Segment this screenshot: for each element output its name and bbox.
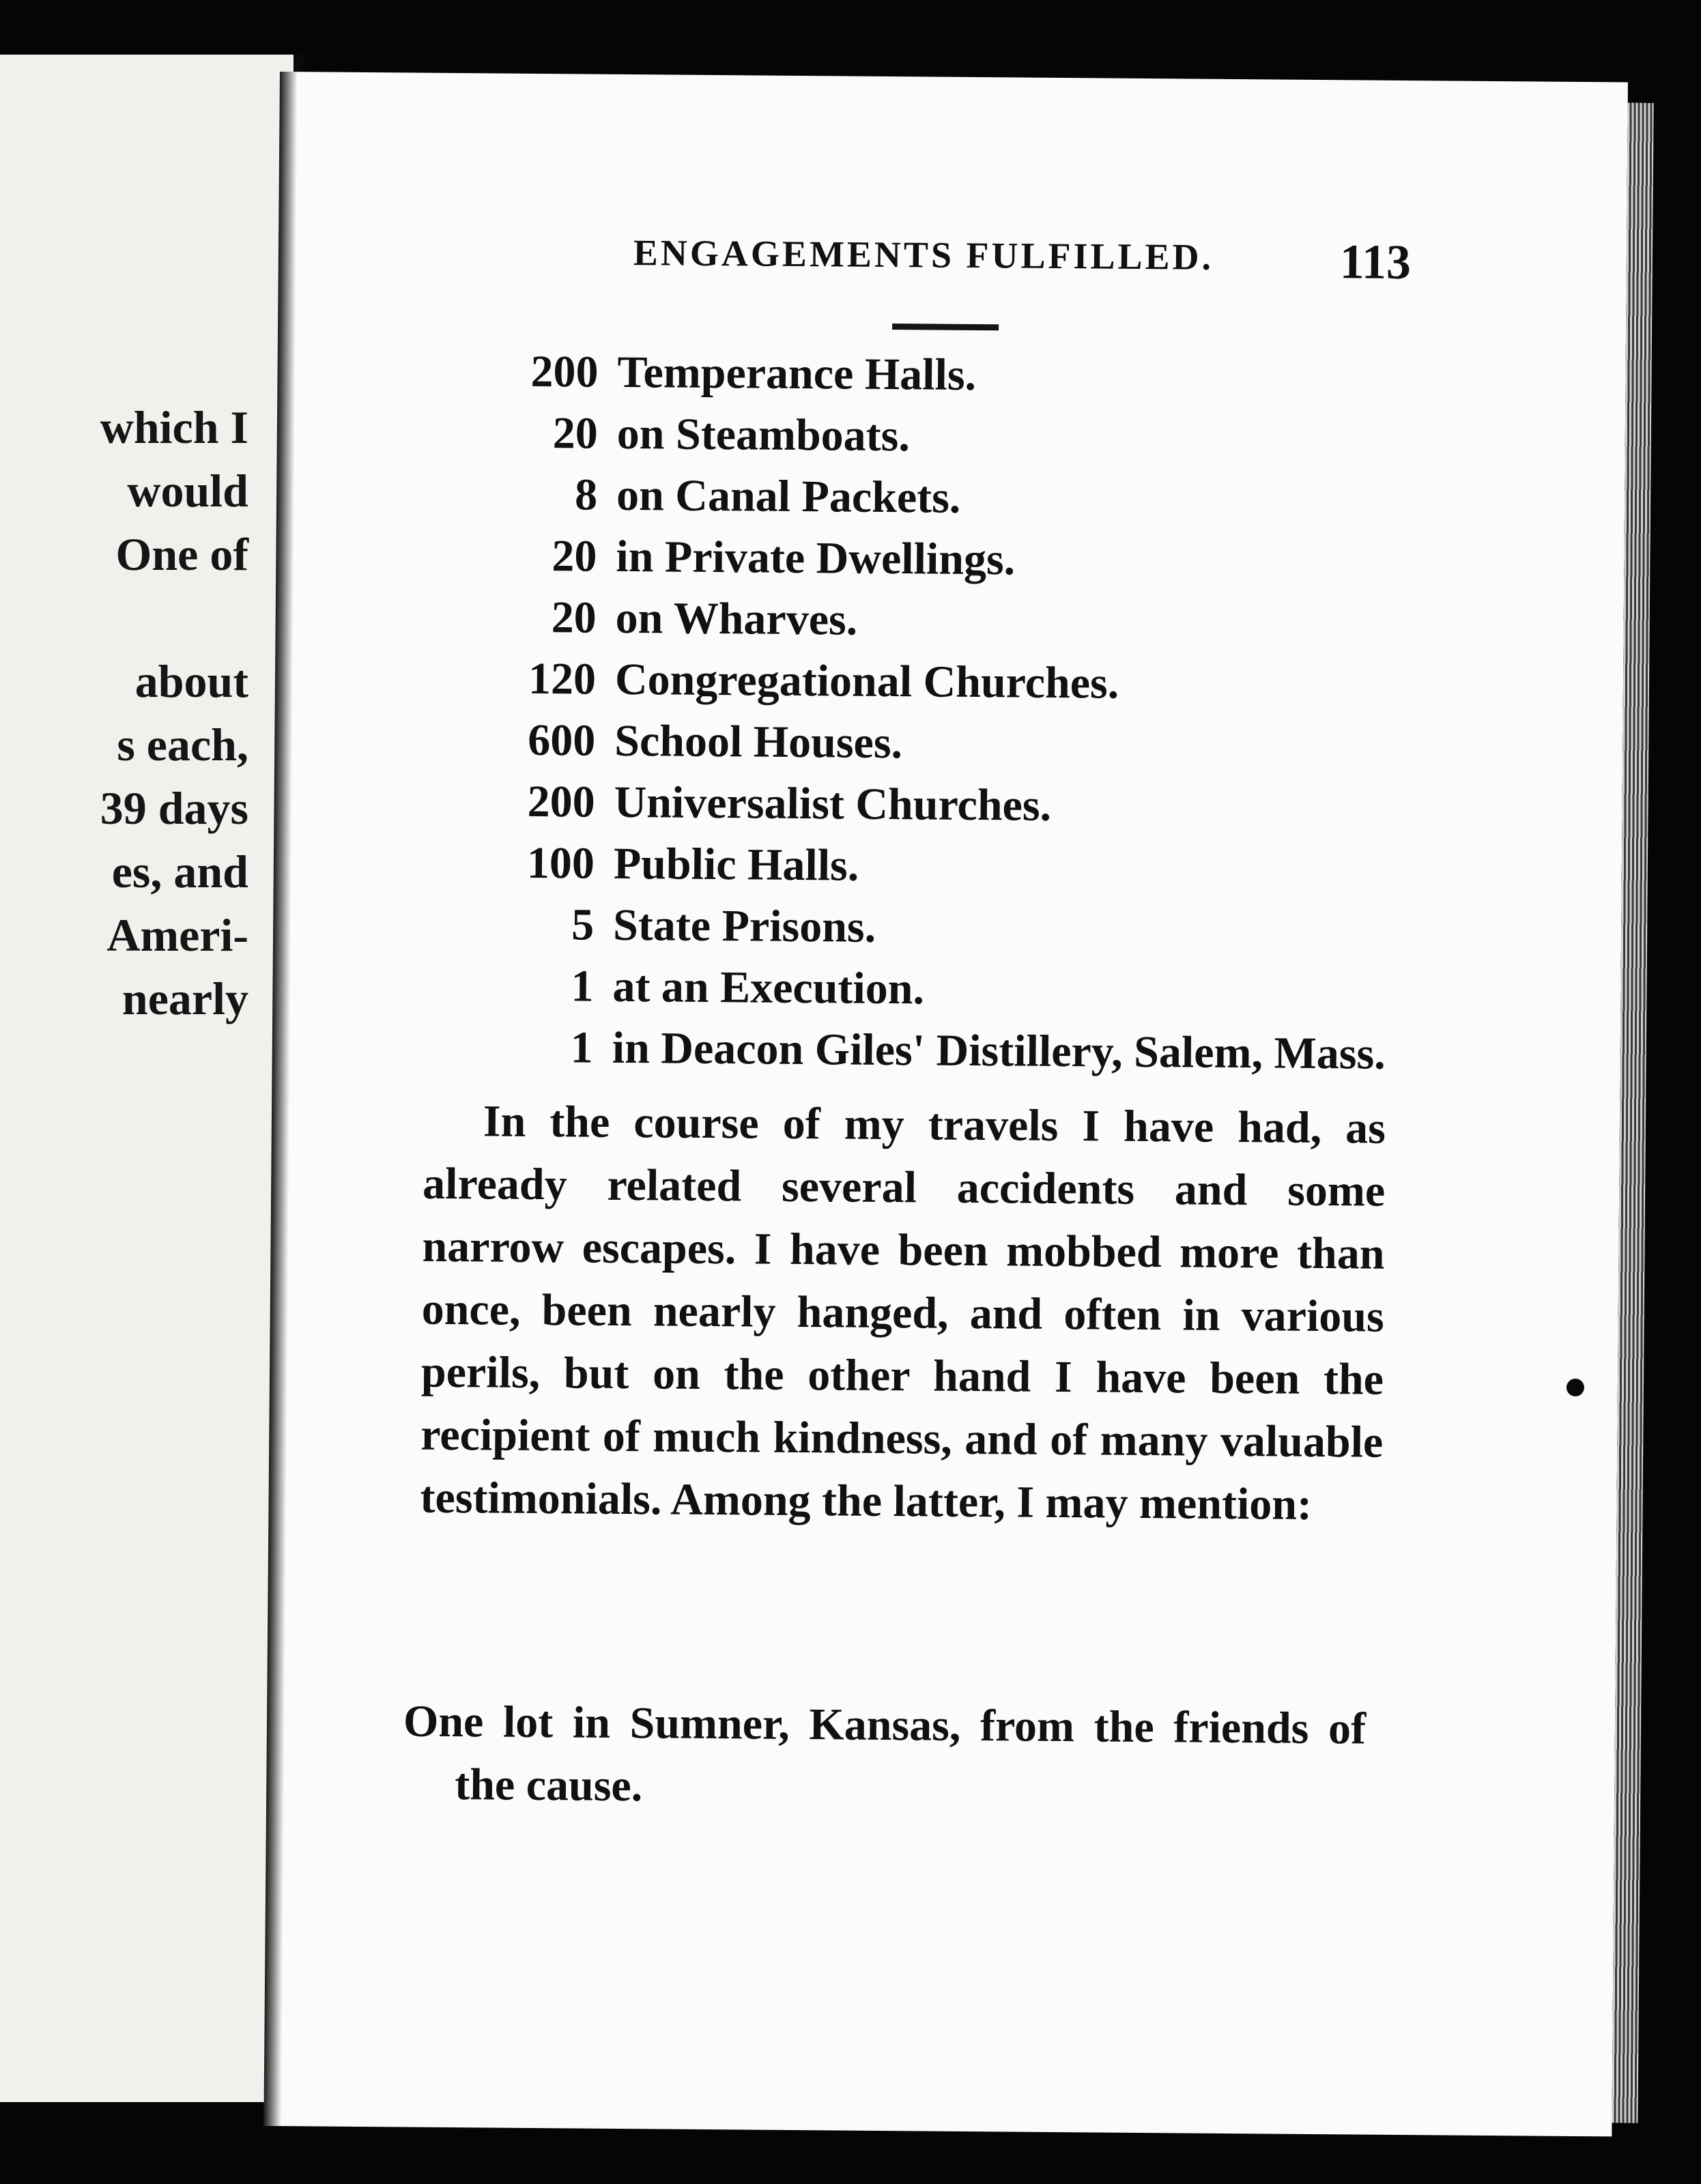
previous-page-line: s each, [117,719,248,771]
body-paragraph: In the course of my travels I have had, as already related several accidents and some narrow escapes. I have been mobbed more than once, been nearly hanged, and often in various perils, but on the other hand I have been the recipient of much kindness, and of many valuable testimonials. Among the latter, I may mention: [420,1096,1386,1529]
list-item [500,648,1389,717]
engagement-label: at an Execution. [612,961,925,1014]
list-item [499,833,1388,901]
page-edge [1612,103,1653,2123]
previous-page-line: nearly [121,973,248,1024]
header-rule [892,324,999,330]
previous-page-line: which I [100,401,248,453]
engagement-count: 600 [528,715,596,766]
current-page [263,72,1628,2136]
engagement-label: Congregational Churches. [614,654,1119,708]
engagement-label: Universalist Churches. [614,777,1052,831]
engagement-count: 20 [552,408,599,459]
engagement-list [497,341,1390,1085]
list-item [497,1017,1386,1085]
engagement-count: 200 [530,346,599,397]
ink-speck [1567,1379,1584,1396]
previous-page-line: es, and [111,846,248,897]
engagement-count: 8 [574,470,598,520]
previous-page-line: One of [115,528,248,580]
list-item [500,710,1388,778]
previous-page-line: about [134,655,248,707]
engagement-count: 20 [551,592,597,643]
list-item [498,894,1387,962]
list-item [502,341,1391,410]
engagement-label: in Private Dwellings. [616,531,1016,585]
engagement-count: 200 [527,776,595,827]
engagement-label: Temperance Halls. [617,347,977,401]
engagement-label: School Houses. [614,715,903,768]
previous-page-line: would [127,465,248,517]
list-item [502,403,1390,471]
engagement-label: on Canal Packets. [616,470,961,523]
previous-page-fragment [0,55,303,2102]
engagement-label: on Steamboats. [616,408,911,461]
engagement-label: on Wharves. [615,592,858,645]
engagement-count: 120 [528,653,597,704]
engagement-count: 100 [526,837,595,889]
previous-page-line [100,586,248,650]
page-number: 113 [1339,234,1412,290]
engagement-count: 20 [552,531,597,581]
engagement-count: 1 [571,961,594,1011]
list-item [500,587,1389,655]
engagement-label: State Prisons. [612,900,876,952]
previous-page-line: Ameri- [106,909,248,961]
engagement-count: 1 [570,1022,594,1073]
list-item [502,464,1390,532]
engagement-label: in Deacon Giles' Distillery, Salem, Mass. [612,1022,1386,1079]
previous-page-text [100,396,248,1031]
list-item [501,526,1390,594]
list-item [498,956,1386,1024]
previous-page-line: 39 days [100,782,248,834]
engagement-label: Public Halls. [613,838,859,891]
engagement-count: 5 [571,900,595,950]
running-head: ENGAGEMENTS FULFILLED. [633,232,1214,278]
testimonial-entry: One lot in Sumner, Kansas, from the friends of the cause. [403,1696,1367,1811]
list-item [499,771,1388,839]
